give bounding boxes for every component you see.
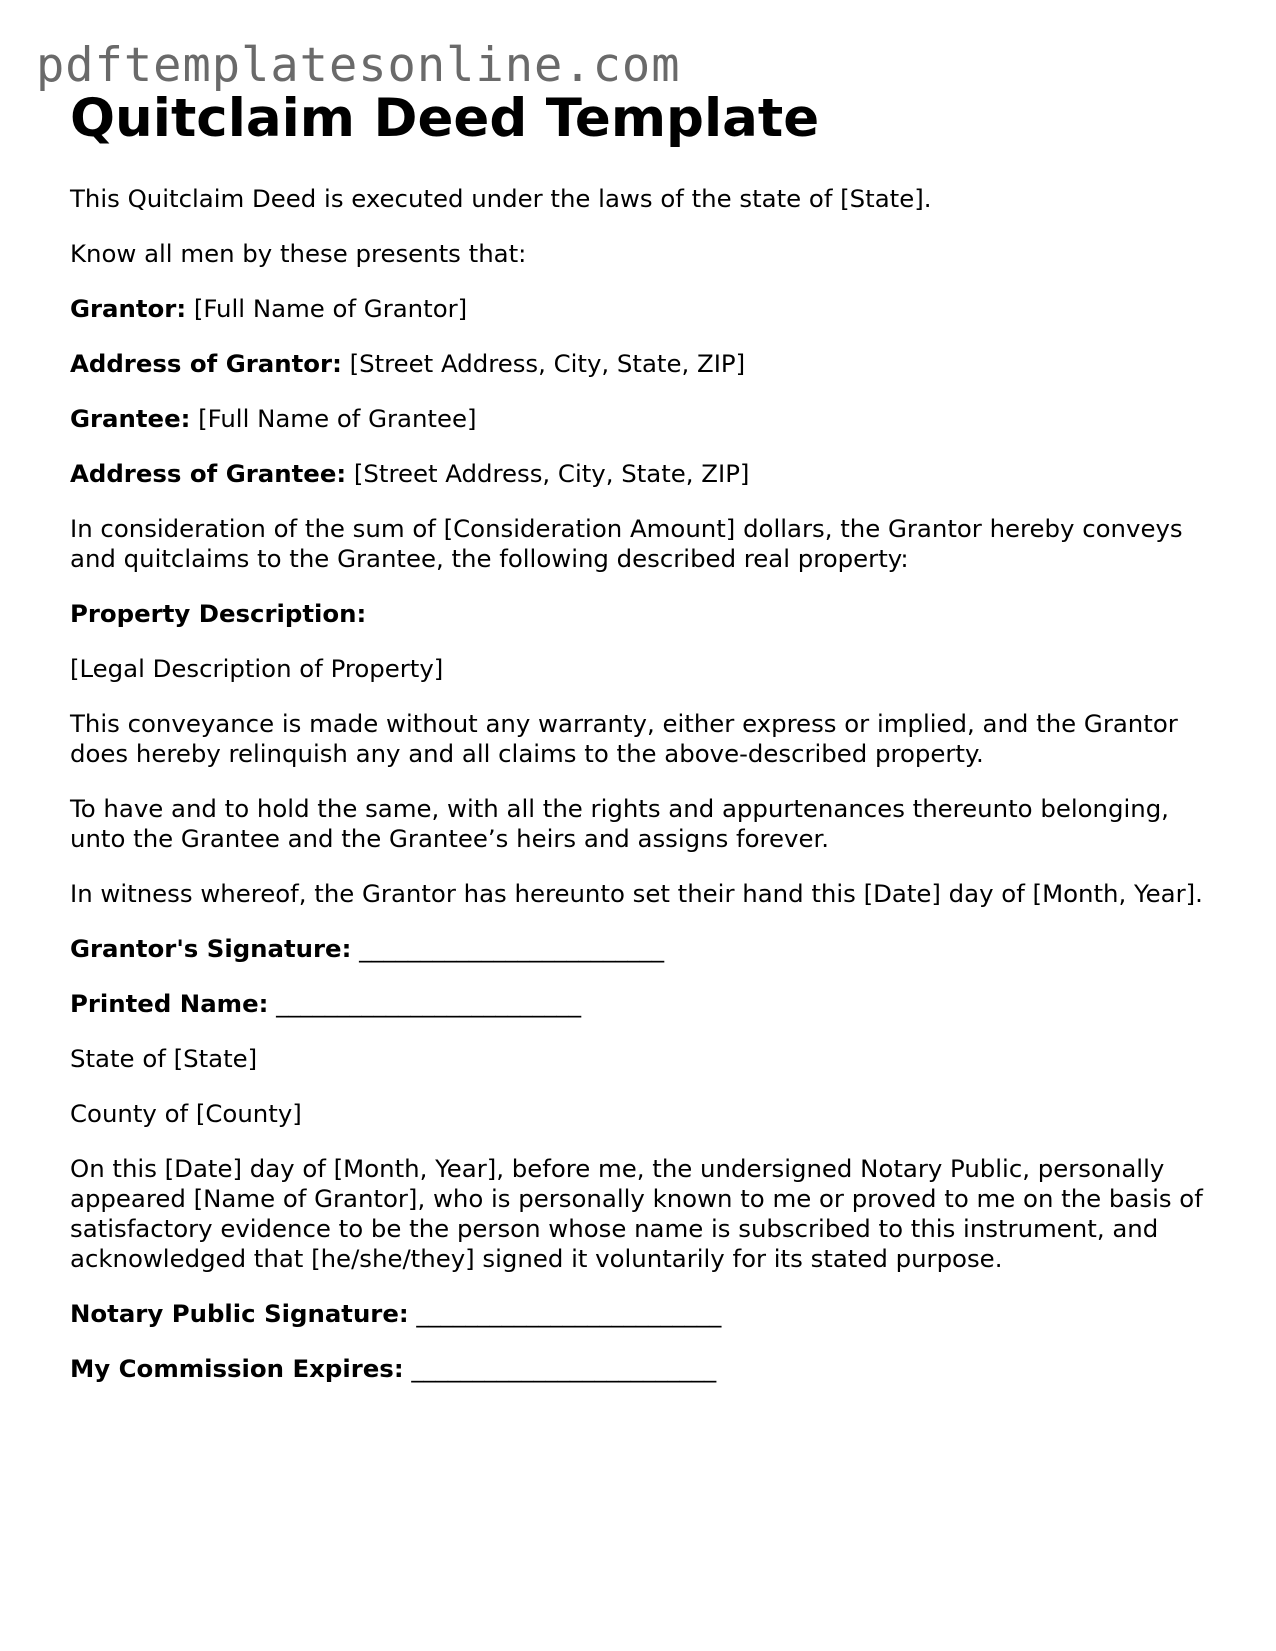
- document-title: Quitclaim Deed Template: [70, 88, 820, 149]
- habendum-paragraph: To have and to hold the same, with all the rights and appurtenances thereunto belonging, unto the Grantee and the Grantee’s heirs and assigns forever.: [70, 794, 1169, 853]
- grantee-address-label: Address of Grantee:: [70, 459, 347, 488]
- property-heading-label: Property Description:: [70, 599, 367, 628]
- grantor-signature-line: _________________________: [359, 934, 665, 963]
- property-description: [Legal Description of Property]: [70, 654, 444, 683]
- witness-paragraph: In witness whereof, the Grantor has hereunto set their hand this [Date] day of [Month, Year].: [70, 879, 1203, 908]
- commission-line: _________________________: [411, 1354, 717, 1383]
- notary-paragraph: On this [Date] day of [Month, Year], before me, the undersigned Notary Public, personally appeared [Name of Grantor], who is personally known to me or proved to me on the basis of satisfactory evidence to be the person whose name is subscribed to this instrument, and acknowledged that [he/she/they] signed it voluntarily for its stated purpose.: [70, 1154, 1203, 1273]
- commission-field: [70, 1354, 1220, 1384]
- grantee-address-field: [70, 459, 1220, 489]
- intro-paragraph: This Quitclaim Deed is executed under the laws of the state of [State].: [70, 184, 932, 213]
- grantee-label: Grantee:: [70, 404, 191, 433]
- grantor-label: Grantor:: [70, 294, 187, 323]
- grantor-address-field: [70, 349, 1220, 379]
- state-line: State of [State]: [70, 1044, 258, 1073]
- printed-name-line: _________________________: [276, 989, 582, 1018]
- county-line: County of [County]: [70, 1099, 302, 1128]
- grantor-signature-field: [70, 934, 1220, 964]
- printed-name-field: [70, 989, 1220, 1019]
- document-body: [70, 84, 1220, 1409]
- consideration-paragraph: In consideration of the sum of [Consideration Amount] dollars, the Grantor hereby conveys and quitclaims to the Grantee, the following described real property:: [70, 514, 1183, 573]
- notary-signature-label: Notary Public Signature:: [70, 1299, 409, 1328]
- grantee-value: [Full Name of Grantee]: [198, 404, 477, 433]
- commission-label: My Commission Expires:: [70, 1354, 404, 1383]
- property-heading: [70, 599, 1220, 629]
- grantor-signature-label: Grantor's Signature:: [70, 934, 352, 963]
- printed-name-label: Printed Name:: [70, 989, 269, 1018]
- grantor-field: [70, 294, 1220, 324]
- grantor-address-value: [Street Address, City, State, ZIP]: [349, 349, 746, 378]
- notary-signature-field: [70, 1299, 1220, 1329]
- grantor-value: [Full Name of Grantor]: [193, 294, 468, 323]
- know-all-paragraph: Know all men by these presents that:: [70, 239, 527, 268]
- grantee-address-value: [Street Address, City, State, ZIP]: [353, 459, 750, 488]
- watermark: pdftemplatesonline.com: [36, 38, 681, 93]
- notary-signature-line: _________________________: [416, 1299, 722, 1328]
- grantor-address-label: Address of Grantor:: [70, 349, 342, 378]
- grantee-field: [70, 404, 1220, 434]
- no-warranty-paragraph: This conveyance is made without any warranty, either express or implied, and the Grantor does hereby relinquish any and all claims to the above-described property.: [70, 709, 1178, 768]
